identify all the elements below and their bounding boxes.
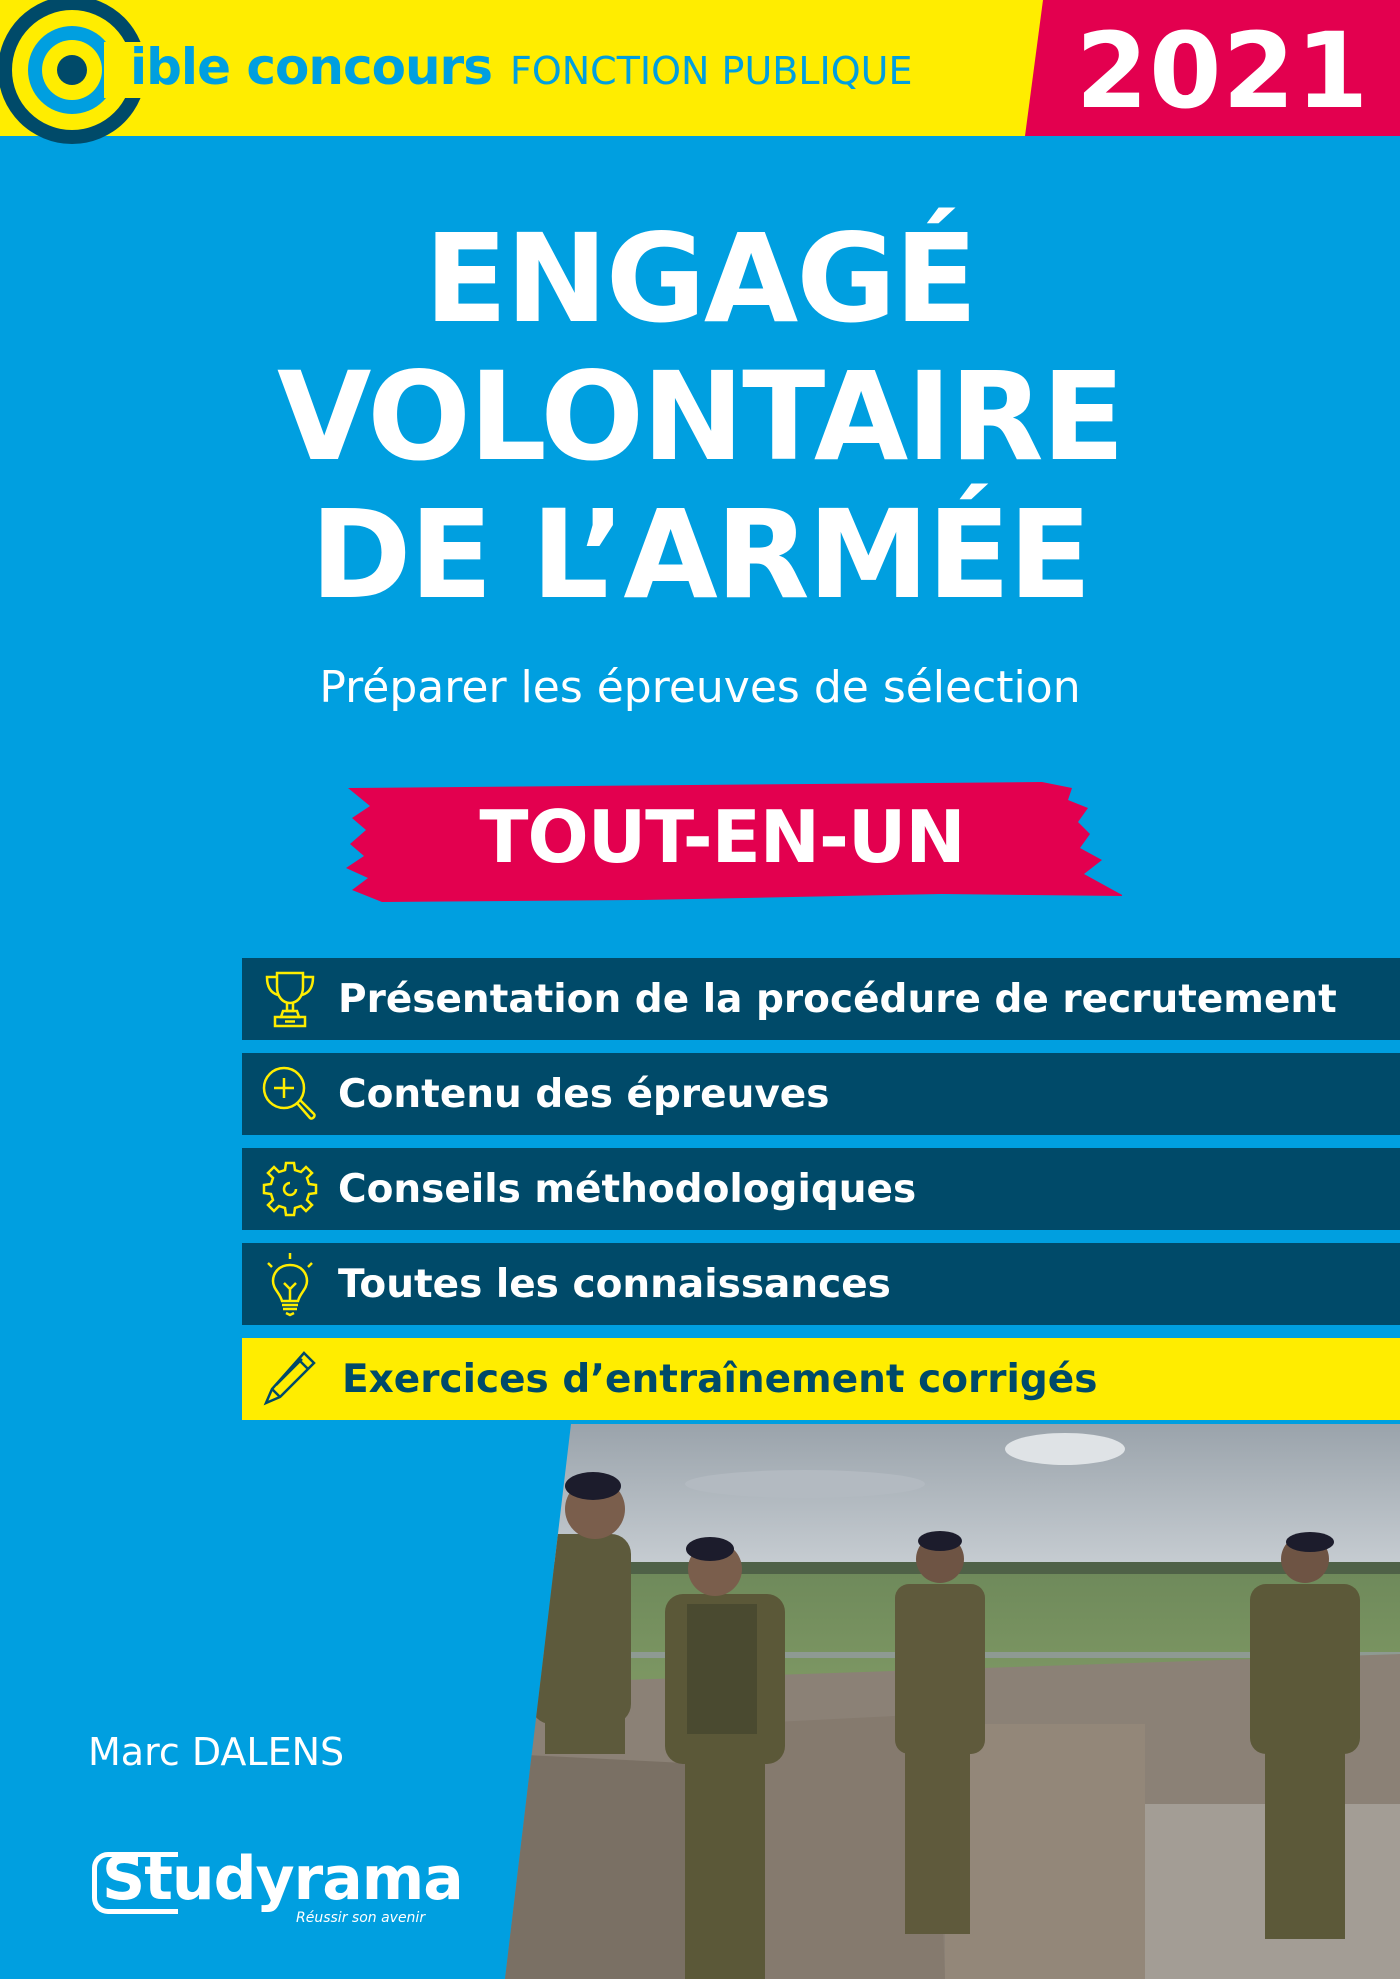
publisher-name: Studyrama bbox=[102, 1844, 463, 1914]
series-brand-name: ible concours bbox=[130, 38, 492, 96]
feature-item-connaissances bbox=[242, 1243, 1400, 1325]
feature-label: Conseils méthodologiques bbox=[338, 1166, 917, 1212]
edition-label: TOUT-EN-UN bbox=[479, 795, 965, 879]
feature-item-conseils bbox=[242, 1148, 1400, 1230]
feature-label: Contenu des épreuves bbox=[338, 1071, 830, 1117]
feature-list bbox=[242, 958, 1400, 1433]
title-line-2: VOLONTAIRE bbox=[276, 346, 1124, 488]
feature-label: Présentation de la procédure de recrutement bbox=[338, 976, 1337, 1022]
pencil-icon bbox=[242, 1338, 338, 1420]
series-category: FONCTION PUBLIQUE bbox=[509, 49, 913, 93]
book-title bbox=[0, 210, 1400, 624]
series-brand bbox=[130, 38, 912, 96]
feature-label: Toutes les connaissances bbox=[338, 1261, 891, 1307]
author-name: Marc DALENS bbox=[88, 1730, 345, 1774]
feature-item-exercices bbox=[242, 1338, 1400, 1420]
publisher-logo bbox=[92, 1844, 463, 1926]
title-line-3: DE L’ARMÉE bbox=[310, 484, 1090, 626]
book-subtitle: Préparer les épreuves de sélection bbox=[319, 662, 1081, 713]
edition-badge bbox=[342, 778, 1122, 906]
trophy-icon bbox=[242, 958, 338, 1040]
lightbulb-icon bbox=[242, 1243, 338, 1325]
soldiers-photo bbox=[505, 1424, 1400, 1979]
gear-icon bbox=[242, 1148, 338, 1230]
title-line-1: ENGAGÉ bbox=[424, 208, 976, 350]
cover-photo bbox=[505, 1424, 1400, 1979]
magnifier-plus-icon bbox=[242, 1053, 338, 1135]
feature-label: Exercices d’entraînement corrigés bbox=[342, 1356, 1098, 1402]
publisher-tagline: Réussir son avenir bbox=[296, 1910, 426, 1926]
feature-item-contenu bbox=[242, 1053, 1400, 1135]
feature-item-recrutement bbox=[242, 958, 1400, 1040]
edition-year: 2021 bbox=[1075, 10, 1370, 132]
